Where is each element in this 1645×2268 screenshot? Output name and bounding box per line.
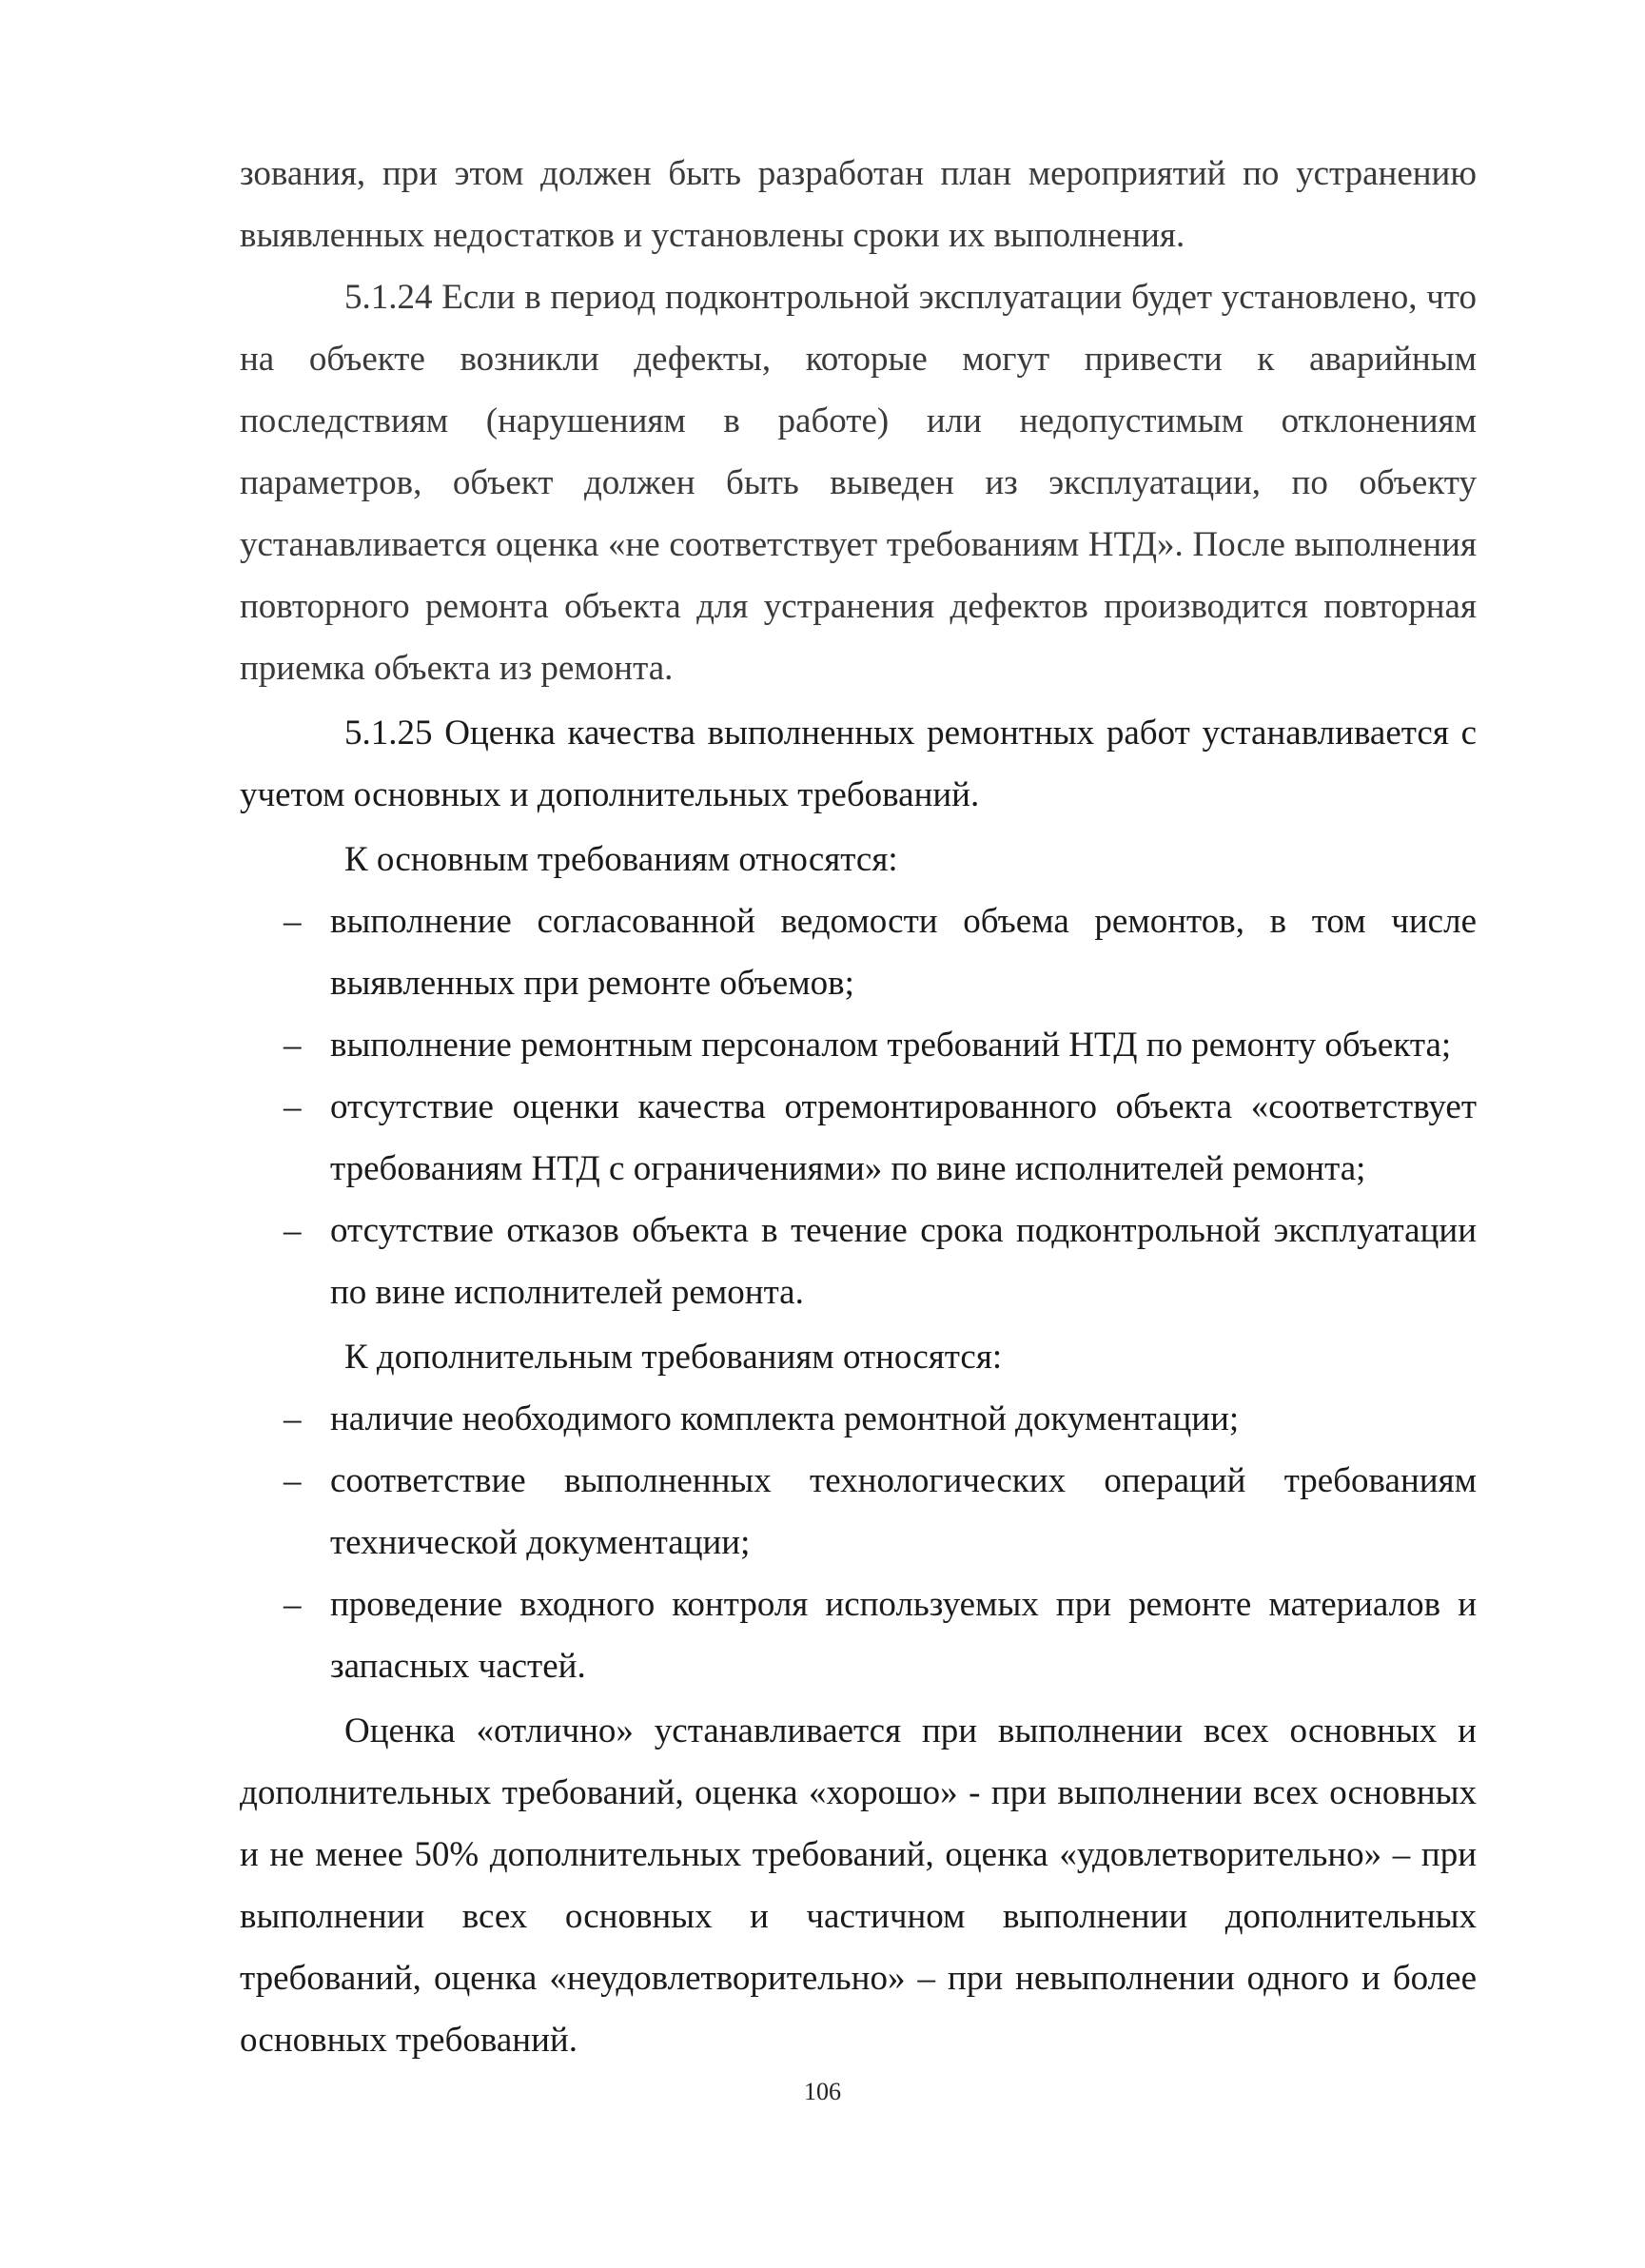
list-item	[240, 1450, 1477, 1574]
page-number: 106	[804, 2078, 841, 2105]
dash-bullet: –	[284, 1399, 302, 1438]
list-item-text: наличие необходимого комплекта ремонтной документации;	[330, 1399, 1240, 1438]
additional-requirements-heading: К дополнительным требованиям относятся:	[344, 1338, 1003, 1377]
list-item	[240, 890, 1477, 1014]
list-item-text: отсутствие оценки качества отремонтированного объекта «соответствует требованиям НТД с ограничениями» по вине исполнителей ремонта;	[330, 1087, 1477, 1188]
dash-bullet: –	[284, 1211, 302, 1250]
paragraph-5-1-24: 5.1.24 Если в период подконтрольной эксплуатации будет установлено, что на объекте возникли дефекты, которые могут привести к аварийным последствиям (нарушениям в работе) или недопустимым отклонениям параметров, объект должен быть выведен из эксплуатации, по объекту устанавливается оценка «не соответствует требованиям НТД». После выполнения повторного ремонта объекта для устранения дефектов производится повторная приемка объекта из ремонта.	[240, 278, 1477, 688]
dash-bullet: –	[284, 1087, 302, 1126]
dash-bullet: –	[284, 1585, 302, 1624]
list-item	[240, 1200, 1477, 1323]
list-item-text: соответствие выполненных технологических операций требованиям технической документации;	[330, 1461, 1477, 1562]
main-requirements-list	[240, 890, 1477, 1323]
dash-bullet: –	[284, 902, 302, 941]
dash-bullet: –	[284, 1026, 302, 1065]
list-item	[240, 1388, 1477, 1450]
list-item	[240, 1574, 1477, 1697]
grading-paragraph: Оценка «отлично» устанавливается при выполнении всех основных и дополнительных требований, оценка «хорошо» - при выполнении всех основных и не менее 50% дополнительных требований, оценка «удовлетворительно» – при выполнении всех основных и частичном выполнении дополнительных требований, оценка «неудовлетворительно» – при невыполнении одного и более основных требований.	[240, 1711, 1477, 2060]
paragraph-continuation: зования, при этом должен быть разработан план мероприятий по устранению выявленных недостатков и установлены сроки их выполнения.	[240, 154, 1477, 255]
additional-requirements-list	[240, 1388, 1477, 1697]
list-item-text: проведение входного контроля используемых при ремонте материалов и запасных частей.	[330, 1585, 1477, 1686]
list-item-text: выполнение согласованной ведомости объема ремонтов, в том числе выявленных при ремонте объемов;	[330, 902, 1477, 1003]
list-item	[240, 1014, 1477, 1076]
list-item-text: выполнение ремонтным персоналом требований НТД по ремонту объекта;	[330, 1026, 1452, 1065]
main-requirements-heading: К основным требованиям относятся:	[344, 840, 898, 879]
list-item-text: отсутствие отказов объекта в течение срока подконтрольной эксплуатации по вине исполнителей ремонта.	[330, 1211, 1477, 1312]
body-text	[240, 143, 1477, 2071]
dash-bullet: –	[284, 1461, 302, 1500]
list-item	[240, 1076, 1477, 1200]
paragraph-5-1-25: 5.1.25 Оценка качества выполненных ремонтных работ устанавливается с учетом основных и дополнительных требований.	[240, 714, 1477, 814]
